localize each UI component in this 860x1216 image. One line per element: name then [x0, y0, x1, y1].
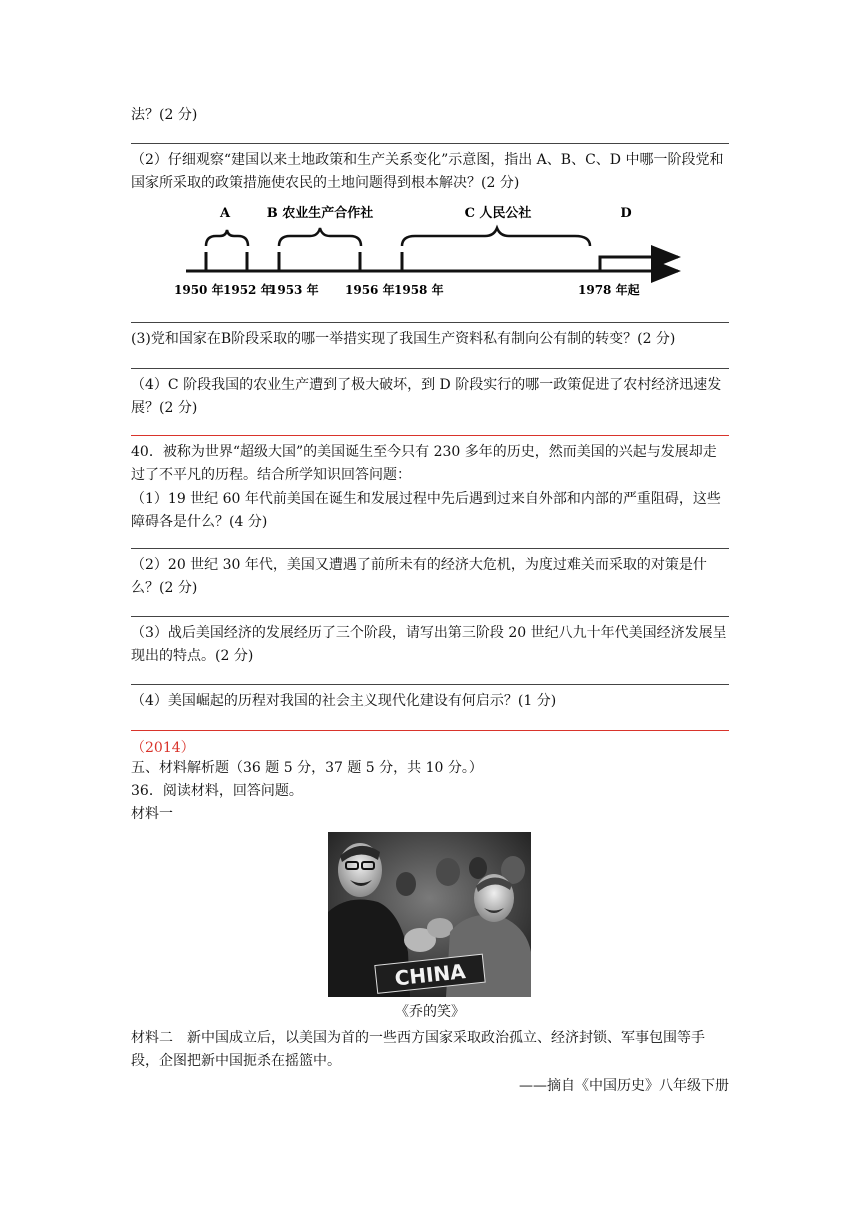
section-heading: 五、材料解析题（36 题 5 分，37 题 5 分，共 10 分。） — [131, 760, 483, 776]
qiao-laugh-photo — [328, 832, 531, 997]
answer-line — [131, 548, 729, 549]
year-tag: （2014） — [131, 740, 195, 756]
year-label: 1978 年起 — [578, 283, 640, 297]
segment-c-label: C 人民公社 — [464, 206, 532, 221]
question-40-intro: 40．被称为世界“超级大国”的美国诞生至今只有 230 多年的历史，然而美国的兴起与发展却走过了不平凡的历程。结合所学知识回答问题： — [131, 444, 717, 483]
question-40-1: （1）19 世纪 60 年代前美国在诞生和发展过程中先后遇到过来自外部和内部的严重阻碍，这些障碍各是什么？(4 分) — [131, 491, 721, 530]
answer-line — [131, 143, 729, 144]
photo-caption: 《乔的笑》 — [395, 1004, 465, 1020]
question-39-2: （2）仔细观察“建国以来土地政策和生产关系变化”示意图，指出 A、B、C、D 中哪一阶段党和国家所采取的政策措施使农民的土地问题得到根本解决？(2 分) — [131, 152, 724, 191]
question-40-3: （3）战后美国经济的发展经历了三个阶段，请写出第三阶段 20 世纪八九十年代美国经济发展呈现出的特点。(2 分) — [131, 625, 727, 664]
year-label: 1950 年 — [174, 283, 224, 297]
year-label: 1958 年 — [394, 283, 444, 297]
land-policy-timeline — [170, 200, 690, 302]
year-label: 1952 年 — [223, 283, 273, 297]
segment-b-label: B 农业生产合作社 — [266, 206, 374, 221]
section-divider — [131, 435, 729, 436]
answer-line — [131, 684, 729, 685]
brace-b — [279, 228, 361, 246]
section-divider — [131, 730, 729, 731]
brace-c — [402, 228, 590, 246]
year-label: 1956 年 — [345, 283, 395, 297]
segment-d-label: D — [620, 206, 632, 221]
material-1-label: 材料一 — [131, 806, 173, 822]
brace-a — [206, 230, 248, 246]
material-2: 材料二 新中国成立后，以美国为首的一些西方国家采取政治孤立、经济封锁、军事包围等手段，企图把新中国扼杀在摇篮中。 — [131, 1030, 705, 1069]
question-39-3: (3)党和国家在B阶段采取的哪一举措实现了我国生产资料私有制向公有制的转变？(2 分) — [131, 331, 676, 347]
answer-line — [131, 368, 729, 369]
answer-line — [131, 616, 729, 617]
question-39-tail: 法？(2 分) — [131, 107, 198, 123]
answer-line — [131, 322, 729, 323]
question-40-2: （2）20 世纪 30 年代，美国又遭遇了前所未有的经济大危机，为度过难关而采取的对策是什么？(2 分) — [131, 557, 707, 596]
year-label: 1953 年 — [269, 283, 319, 297]
period-d-arrow — [600, 257, 678, 271]
material-2-source: ——摘自《中国历史》八年级下册 — [519, 1078, 729, 1094]
question-40-4: （4）美国崛起的历程对我国的社会主义现代化建设有何启示？(1 分) — [131, 693, 557, 709]
question-39-4: （4）C 阶段我国的农业生产遭到了极大破坏，到 D 阶段实行的哪一政策促进了农村经济迅速发展？(2 分) — [131, 377, 722, 416]
nameplate-text: CHINA — [393, 959, 467, 991]
question-36: 36．阅读材料，回答问题。 — [131, 783, 303, 799]
segment-a-label: A — [219, 206, 231, 221]
